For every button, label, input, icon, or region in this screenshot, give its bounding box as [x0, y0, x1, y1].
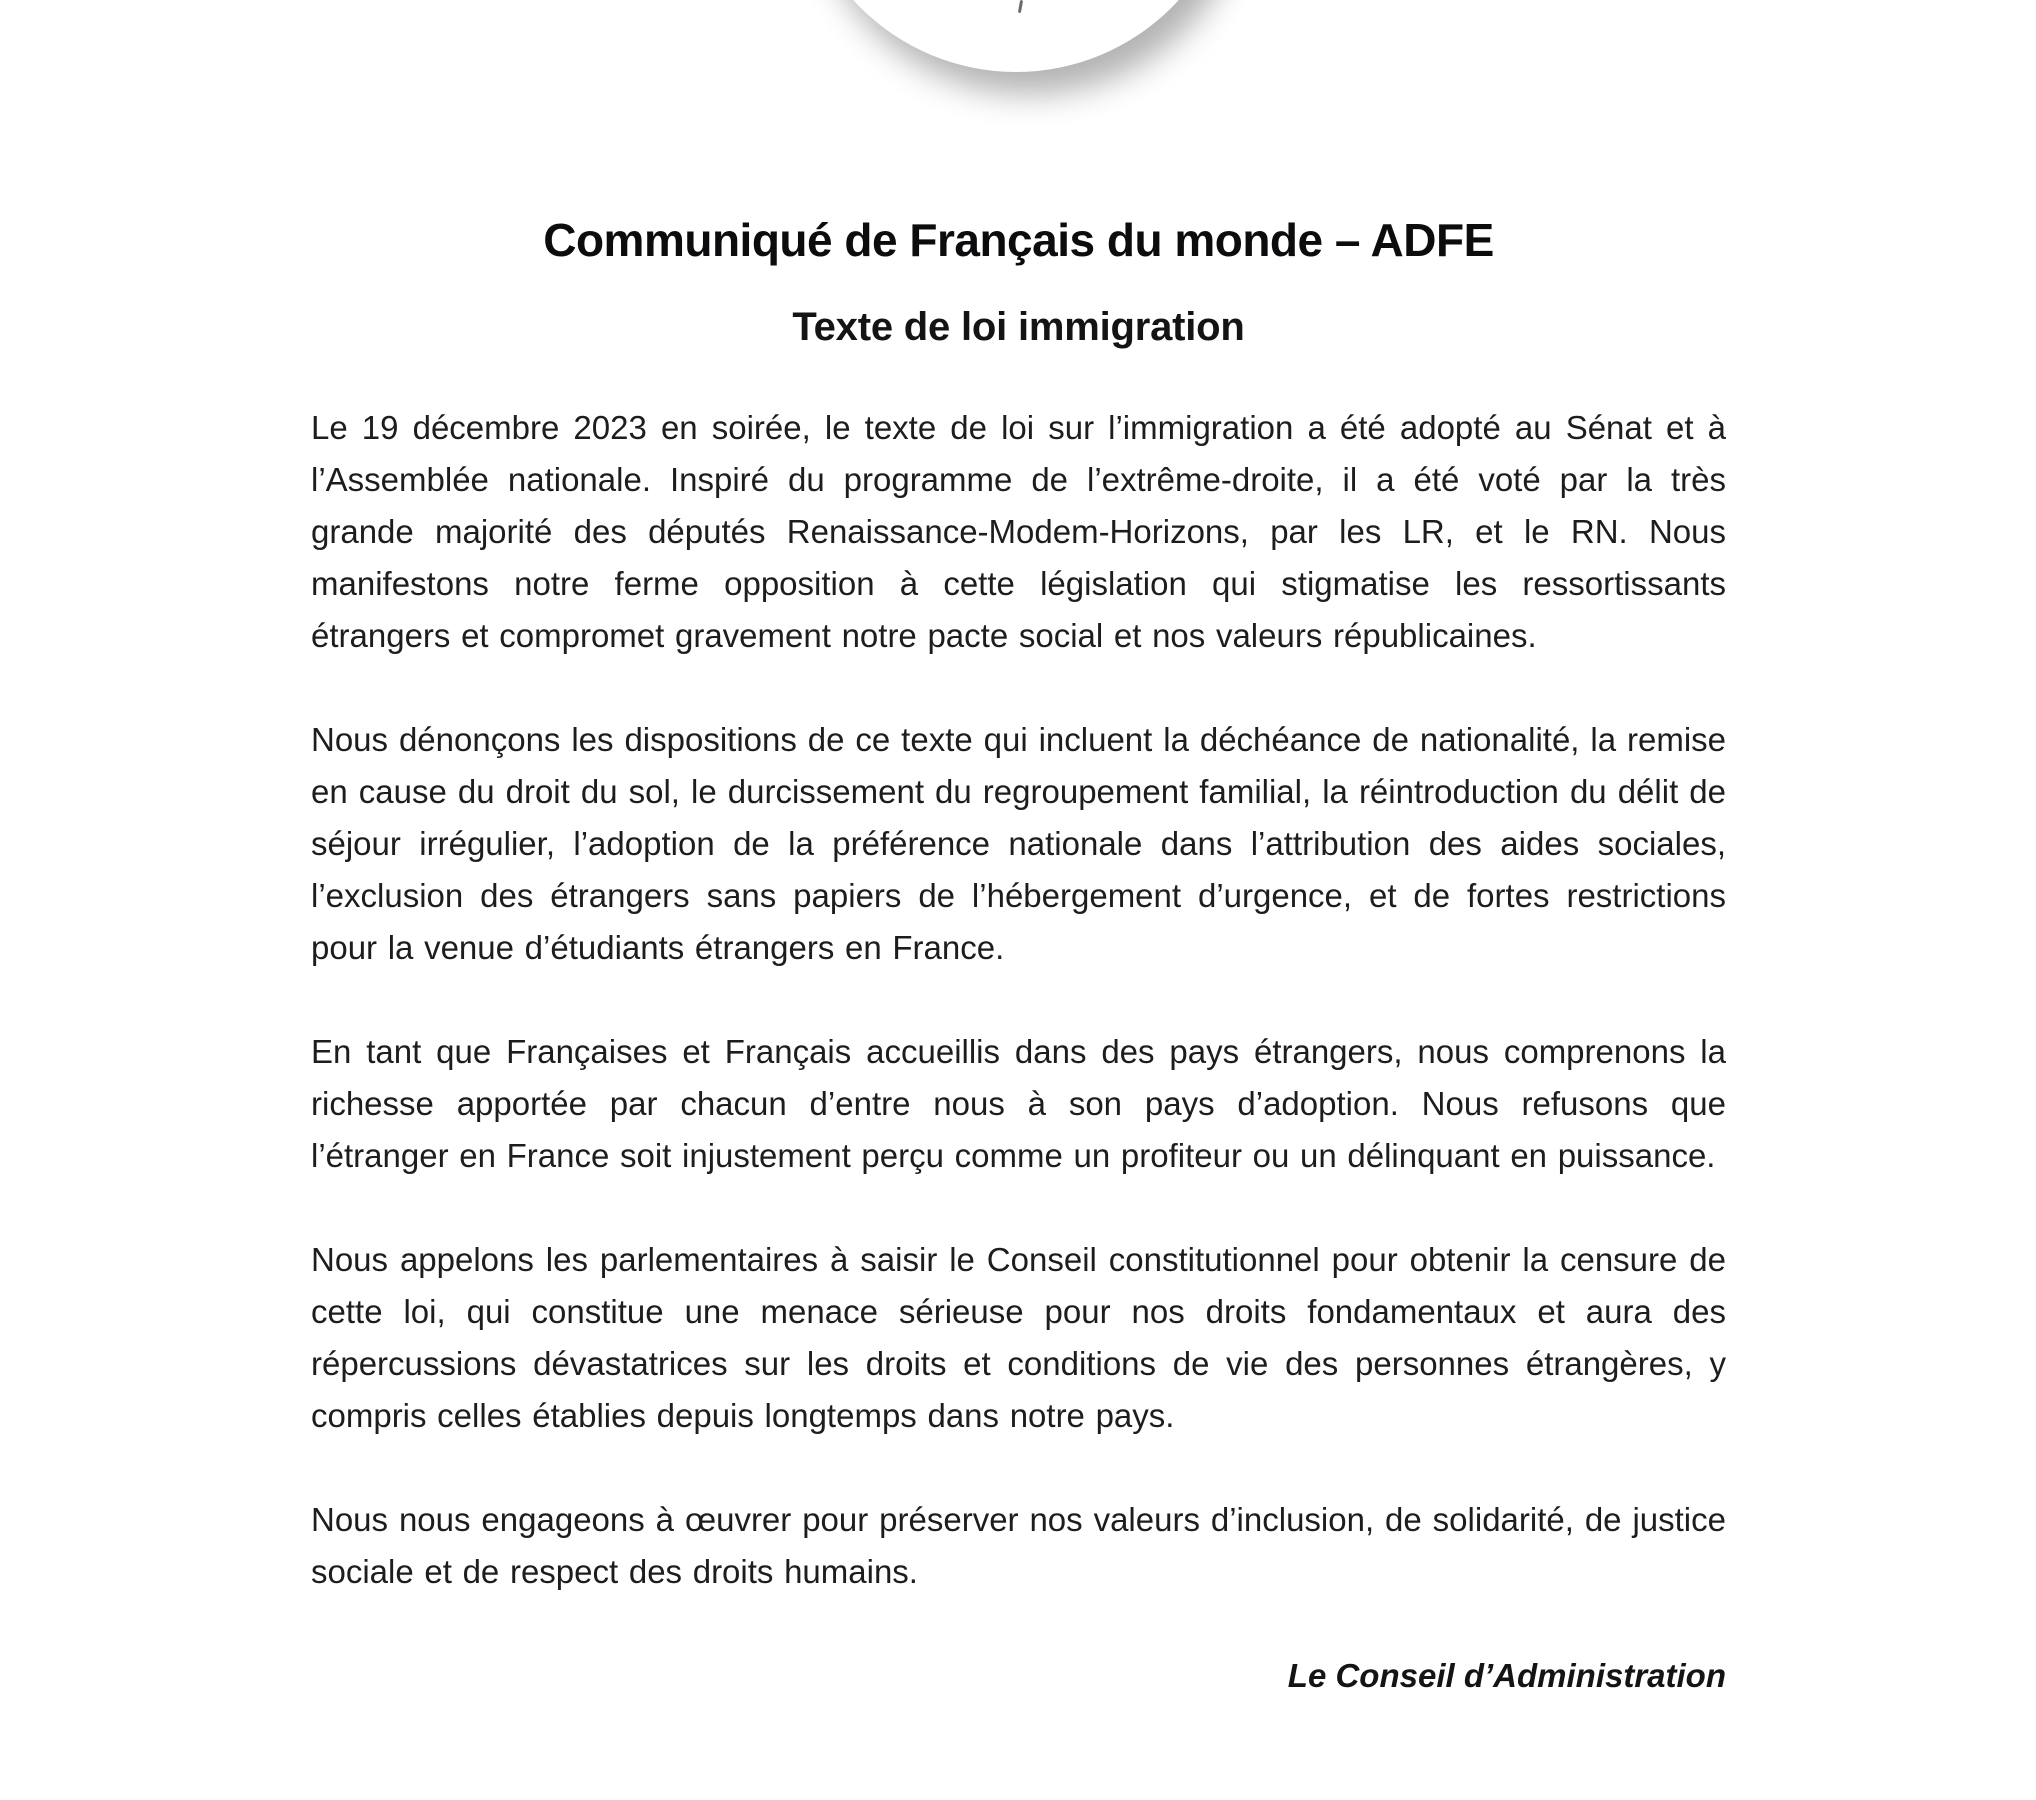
signature-conseil-administration: Le Conseil d’Administration [1287, 1656, 1726, 1694]
paragraph-conseil-constitutionnel: Nous appelons les parlementaires à saisir le Conseil constitutionnel pour obtenir la censure de cette loi, qui constitue une menace sérieuse pour nos droits fondamentaux et aura des répercussions dévastatrices sur les droits et conditions de vie des personnes étrangères, y compris celles établies depuis longtemps dans notre pays. [311, 1240, 1726, 1434]
document-subtitle: Texte de loi immigration [792, 304, 1245, 349]
paragraph-dispositions-denoncees: Nous dénonçons les dispositions de ce texte qui incluent la déchéance de nationalité, la remise en cause du droit du sol, le durcissement du regroupement familial, la réintroduction du délit de séjour irrégulier, l’adoption de la préférence nationale dans l’attribution des aides sociales, l’exclusion des étrangers sans papiers de l’hébergement d’urgence, et de fortes restrictions pour la venue d’étudiants étrangers en France. [311, 720, 1726, 966]
paragraph-engagement-valeurs: Nous nous engageons à œuvrer pour préserver nos valeurs d’inclusion, de solidarité, de justice sociale et de respect des droits humains. [311, 1500, 1726, 1590]
paragraph-adoption-loi: Le 19 décembre 2023 en soirée, le texte de loi sur l’immigration a été adopté au Sénat et à l’Assemblée nationale. Inspiré du programme de l’extrême-droite, il a été voté par la très grande majorité des députés Renaissance-Modem-Horizons, par les LR, et le RN. Nous manifestons notre ferme opposition à cette législation qui stigmatise les ressortissants étrangers et compromet gravement notre pacte social et nos valeurs républicaines. [311, 408, 1726, 654]
paragraph-francais-etranger: En tant que Françaises et Français accueillis dans des pays étrangers, nous comprenons la richesse apportée par chacun d’entre nous à son pays d’adoption. Nous refusons que l’étranger en France soit injustement perçu comme un profiteur ou un délinquant en puissance. [311, 1032, 1726, 1174]
document-body [311, 0, 1726, 1702]
document-title: Communiqué de Français du monde – ADFE [543, 214, 1494, 266]
